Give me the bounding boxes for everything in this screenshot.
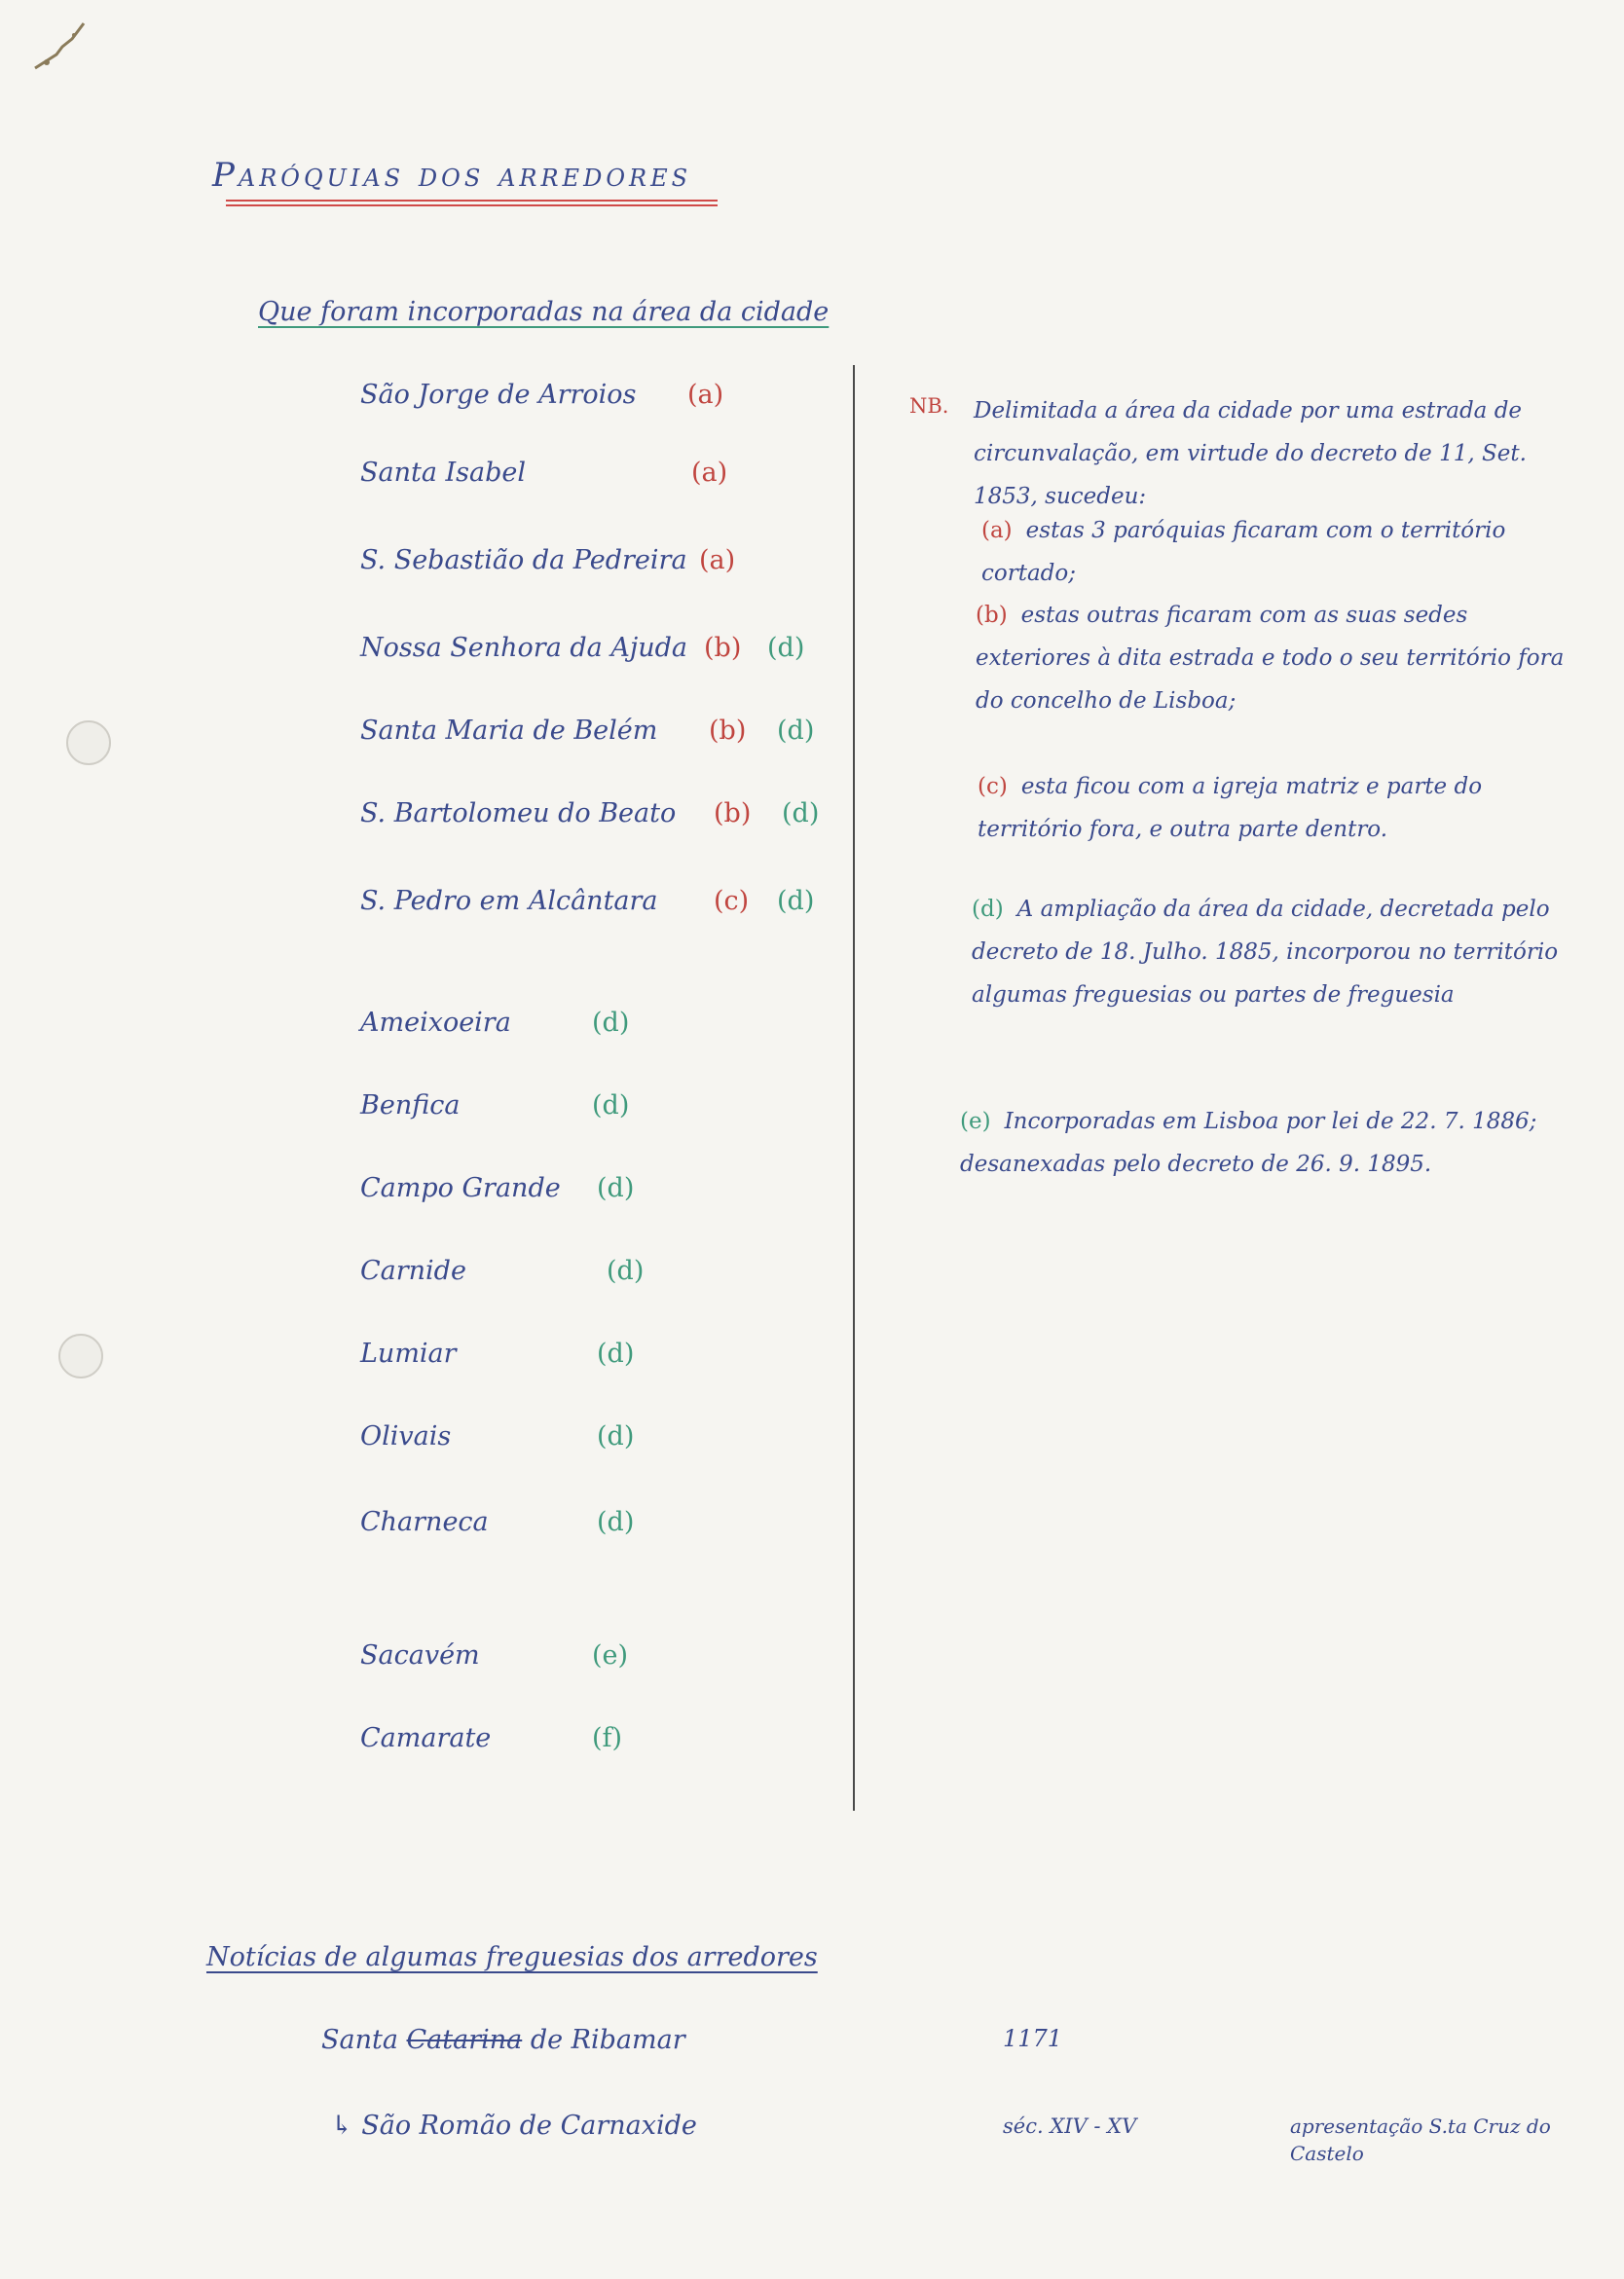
item1-suffix: de Ribamar <box>522 2025 685 2055</box>
ink-stain <box>27 18 95 76</box>
parish-tag: (d) <box>597 1173 635 1203</box>
note-d <box>972 888 1585 1016</box>
parish-row <box>360 1008 630 1038</box>
bottom-item-carnaxide-date: séc. XIV - XV <box>1003 2114 1137 2138</box>
parish-name: S. Bartolomeu do Beato <box>360 798 677 828</box>
parish-tag: (d) <box>777 886 815 916</box>
parish-tag: (a) <box>687 380 724 410</box>
parish-name: Nossa Senhora da Ajuda <box>360 633 687 663</box>
parish-row <box>360 458 728 488</box>
nb-label: NB. <box>909 394 949 418</box>
section-subtitle: Que foram incorporadas na área da cidade <box>258 297 830 327</box>
item1-struck: Catarina <box>406 2025 523 2055</box>
bottom-heading: Notícias de algumas freguesias dos arredores <box>206 1942 818 1972</box>
parish-tag: (d) <box>592 1008 630 1038</box>
parish-tag: (d) <box>777 716 815 746</box>
note-a <box>981 509 1595 595</box>
punch-hole-bottom <box>58 1334 103 1378</box>
note-text: Incorporadas em Lisboa por lei de 22. 7. 1886; desanexadas pelo decreto de 26. 9. 1895. <box>960 1109 1537 1177</box>
bottom-item-ribamar-date: 1171 <box>1003 2025 1063 2052</box>
parish-name: Campo Grande <box>360 1173 561 1203</box>
note-mark: (b) <box>976 603 1008 628</box>
note-mark: (c) <box>978 774 1008 799</box>
parish-tag: (d) <box>592 1090 630 1121</box>
parish-name: Santa Isabel <box>360 458 527 488</box>
parish-tag: (d) <box>597 1339 635 1369</box>
parish-tag: (b) <box>704 633 742 663</box>
bottom-item-carnaxide-note: apresentação S.ta Cruz do Castelo <box>1290 2114 1551 2165</box>
title-double-underline <box>226 200 718 206</box>
parish-row <box>360 1421 635 1452</box>
item2-name: São Romão de Carnaxide <box>361 2111 697 2141</box>
note-text: estas 3 paróquias ficaram com o território cortado; <box>981 518 1506 586</box>
parish-name: São Jorge de Arroios <box>360 380 637 410</box>
page-title: Paróquias dos arredores <box>212 156 692 195</box>
parish-name: Santa Maria de Belém <box>360 716 658 746</box>
arrow-icon: ↳ <box>331 2111 353 2141</box>
nb-intro-text: Delimitada a área da cidade por uma estrada de circunvalação, em virtude do decreto de 11, Set. 1853, sucedeu: <box>974 398 1527 509</box>
parish-row <box>360 1507 635 1537</box>
parish-tag: (d) <box>597 1507 635 1537</box>
parish-tag: (d) <box>607 1256 645 1286</box>
parish-tag: (d) <box>597 1421 635 1452</box>
parish-row <box>360 1640 629 1671</box>
parish-name: Camarate <box>360 1723 492 1753</box>
note-b <box>976 594 1579 722</box>
note-text: esta ficou com a igreja matriz e parte do território fora, e outra parte dentro. <box>978 774 1483 842</box>
nb-intro <box>974 389 1597 518</box>
parish-tag: (f) <box>592 1723 623 1753</box>
parish-tag: (d) <box>767 633 805 663</box>
parish-tag: (b) <box>709 716 747 746</box>
parish-name: S. Pedro em Alcântara <box>360 886 658 916</box>
parish-tag: (c) <box>714 886 750 916</box>
parish-row <box>360 798 820 828</box>
note-e <box>960 1100 1583 1186</box>
bottom-item-ribamar <box>321 2025 685 2055</box>
parish-tag: (a) <box>699 545 736 575</box>
parish-tag: (e) <box>592 1640 629 1671</box>
parish-name: S. Sebastião da Pedreira <box>360 545 687 575</box>
punch-hole-top <box>66 720 111 765</box>
parish-row <box>360 380 724 410</box>
parish-row <box>360 1173 635 1203</box>
parish-name: Benfica <box>360 1090 461 1121</box>
parish-row <box>360 1090 630 1121</box>
note-c <box>978 765 1581 851</box>
parish-row <box>360 716 815 746</box>
parish-name: Charneca <box>360 1507 489 1537</box>
parish-tag: (a) <box>691 458 728 488</box>
parish-row <box>360 1723 623 1753</box>
item1-prefix: Santa <box>321 2025 407 2055</box>
vertical-divider <box>853 365 855 1811</box>
bottom-item-carnaxide <box>331 2111 697 2141</box>
parish-name: Lumiar <box>360 1339 457 1369</box>
parish-row <box>360 1339 635 1369</box>
parish-name: Ameixoeira <box>360 1008 511 1038</box>
parish-row <box>360 1256 645 1286</box>
note-mark: (e) <box>960 1109 991 1134</box>
parish-row <box>360 886 815 916</box>
note-text: estas outras ficaram com as suas sedes exteriores à dita estrada e todo o seu território fora do concelho de Lisboa; <box>976 603 1565 714</box>
note-mark: (a) <box>981 518 1013 543</box>
parish-row <box>360 545 736 575</box>
note-mark: (d) <box>972 897 1004 922</box>
parish-name: Olivais <box>360 1421 452 1452</box>
parish-name: Sacavém <box>360 1640 480 1671</box>
parish-row <box>360 633 805 663</box>
parish-tag: (d) <box>782 798 820 828</box>
note-text: A ampliação da área da cidade, decretada pelo decreto de 18. Julho. 1885, incorporou no território algumas freguesias ou partes de freguesia <box>972 897 1559 1008</box>
parish-tag: (b) <box>714 798 752 828</box>
parish-name: Carnide <box>360 1256 466 1286</box>
